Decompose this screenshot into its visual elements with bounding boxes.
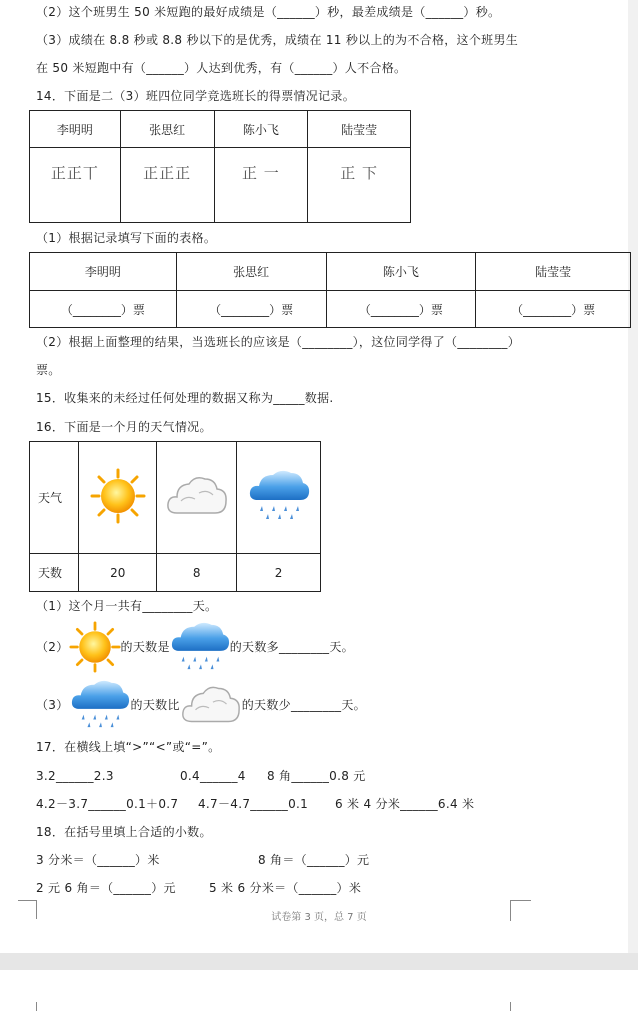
fill-name-cell: 陈小飞 [326, 253, 476, 291]
page-footer: 试卷第 3 页，总 7 页 [271, 912, 367, 923]
q17-item: 0.4______4 [180, 769, 246, 783]
rain-icon [69, 678, 131, 732]
inline-text: 的天数是 [120, 640, 170, 654]
sun-icon [69, 621, 121, 673]
vote-name-cell: 李明明 [30, 111, 121, 148]
tally-cell: 正正正 [120, 148, 214, 223]
tally-cell: 正正丅 [30, 148, 121, 223]
question-16-part2 [36, 622, 354, 672]
weather-row-label: 天气 [30, 442, 79, 554]
inline-text: 的天数多________天。 [229, 640, 354, 654]
vote-count-blank[interactable]: （________）票 [176, 291, 326, 328]
part-number: （2） [36, 640, 69, 654]
vote-name-cell: 陆莹莹 [308, 111, 411, 148]
weather-icon-cell [237, 442, 321, 554]
vote-count-blank[interactable]: （________）票 [476, 291, 631, 328]
tally-cell: 正 一 [214, 148, 308, 223]
vote-count-blank[interactable]: （________）票 [30, 291, 177, 328]
rain-icon [248, 468, 310, 524]
part-number: （3） [36, 698, 69, 712]
weather-table [29, 441, 321, 592]
vote-record-table [29, 110, 411, 223]
question-13-part3-cont: 在 50 米短跑中有（______）人达到优秀，有（______）人不合格。 [36, 61, 407, 75]
tally-cell: 正 下 [308, 148, 411, 223]
fill-name-cell: 李明明 [30, 253, 177, 291]
weather-icon-cell [157, 442, 237, 554]
question-13-part2: （2）这个班男生 50 米短跑的最好成绩是（______）秒，最差成绩是（______）秒。 [36, 5, 501, 19]
question-16-title: 16．下面是一个月的天气情况。 [36, 420, 212, 434]
q17-item: 4.2－3.7______0.1＋0.7 [36, 797, 179, 811]
question-14-part1: （1）根据记录填写下面的表格。 [36, 231, 217, 245]
weather-days-cell: 8 [157, 554, 237, 592]
question-14-title: 14．下面是二（3）班四位同学竞选班长的得票情况记录。 [36, 89, 356, 103]
vote-count-blank[interactable]: （________）票 [326, 291, 476, 328]
q17-item: 4.7－4.7______0.1 [198, 797, 309, 811]
page-gap [0, 953, 638, 970]
weather-row-label: 天数 [30, 554, 79, 592]
sun-icon [90, 468, 146, 524]
question-16-part1: （1）这个月一共有________天。 [36, 599, 218, 613]
page-corner-mark [510, 1002, 511, 1011]
inline-text: 的天数少________天。 [241, 698, 366, 712]
q18-item: 3 分米＝（______）米 [36, 853, 160, 867]
vote-name-cell: 张思红 [120, 111, 214, 148]
right-margin-bar [628, 0, 638, 953]
vote-fill-table [29, 252, 631, 328]
q17-item: 3.2______2.3 [36, 769, 114, 783]
rain-icon [170, 620, 230, 674]
weather-days-cell: 2 [237, 554, 321, 592]
inline-text: 的天数比 [130, 698, 180, 712]
question-15: 15．收集来的未经过任何处理的数据又称为_____数据. [36, 391, 334, 405]
q18-item: 5 米 6 分米＝（______）米 [209, 881, 362, 895]
cloud-icon [165, 471, 229, 521]
cloud-icon [180, 680, 242, 730]
question-14-part2-cont: 票。 [36, 363, 61, 377]
weather-icon-cell [79, 442, 157, 554]
fill-name-cell: 张思红 [176, 253, 326, 291]
q18-item: 2 元 6 角＝（______）元 [36, 881, 176, 895]
question-18-title: 18．在括号里填上合适的小数。 [36, 825, 212, 839]
question-14-part2: （2）根据上面整理的结果，当选班长的应该是（________），这位同学得了（________） [36, 335, 521, 349]
weather-days-cell: 20 [79, 554, 157, 592]
question-17-title: 17．在横线上填“>”“<”或“=”。 [36, 740, 221, 754]
q17-item: 6 米 4 分米______6.4 米 [335, 797, 475, 811]
question-13-part3: （3）成绩在 8.8 秒或 8.8 秒以下的是优秀，成绩在 11 秒以上的为不合格，这个班男生 [36, 33, 519, 47]
q17-item: 8 角______0.8 元 [267, 769, 366, 783]
vote-name-cell: 陈小飞 [214, 111, 308, 148]
question-16-part3 [36, 678, 366, 732]
q18-item: 8 角＝（______）元 [258, 853, 370, 867]
page-corner-mark [36, 1002, 37, 1011]
fill-name-cell: 陆莹莹 [476, 253, 631, 291]
